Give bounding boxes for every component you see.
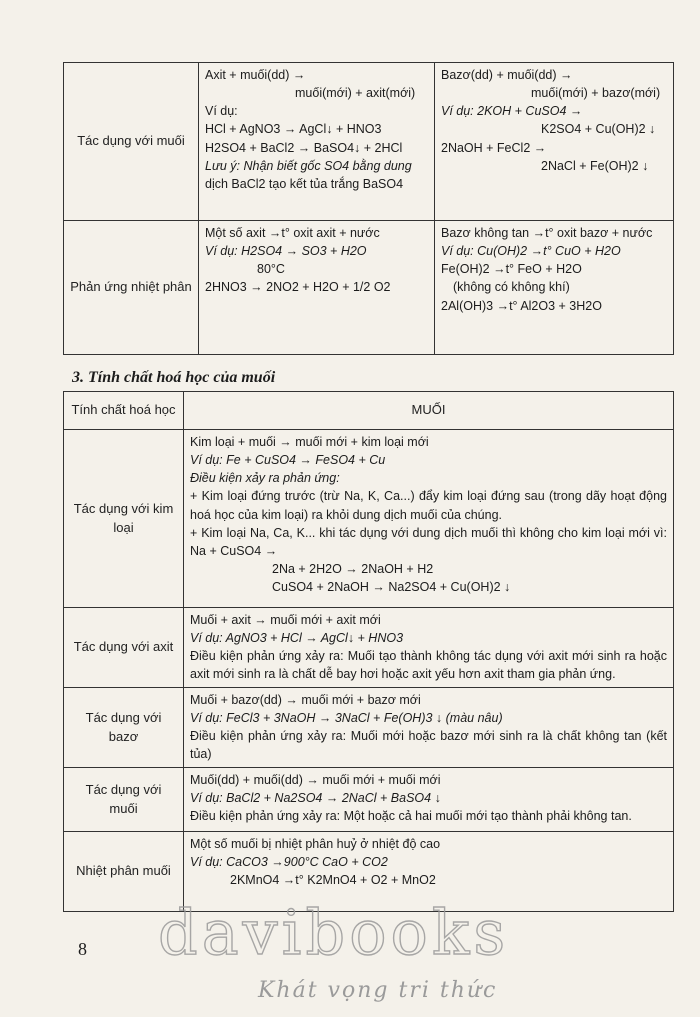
equation-line: 2KMnO4 →t° K2MnO4 + O2 + MnO2 xyxy=(230,873,436,888)
row-content xyxy=(184,688,674,768)
example-line: Ví dụ: FeCl3 + 3NaOH → 3NaCl + Fe(OH)3 ↓ (màu nâu) xyxy=(190,711,503,726)
example-line: Ví dụ: 2KOH + CuSO4 → xyxy=(441,104,583,119)
equation-line: Một số axit →t° oxit axit + nước xyxy=(205,226,380,240)
base-with-salt-cell xyxy=(435,63,674,221)
comparison-table-continued xyxy=(63,62,674,355)
equation-line: Axit + muối(dd) → xyxy=(205,68,306,82)
example-line: Ví dụ: Fe + CuSO4 → FeSO4 + Cu xyxy=(190,453,386,468)
table-header-row xyxy=(64,392,674,430)
row-label-with-base: Tác dụng với bazơ xyxy=(64,688,184,768)
equation-line: 2NaCl + Fe(OH)2 ↓ xyxy=(541,158,649,173)
example-line: Ví dụ: H2SO4 → SO3 + H2O xyxy=(205,244,367,259)
example-label: Ví dụ: xyxy=(205,104,238,119)
base-decomposition-cell xyxy=(435,221,674,355)
example-line: Ví dụ: Cu(OH)2 →t° CuO + H2O xyxy=(441,244,621,259)
table-row xyxy=(64,221,674,355)
equation-line: 2Na + 2H2O → 2NaOH + H2 xyxy=(272,561,434,576)
row-label-decomposition: Nhiệt phân muối xyxy=(64,832,184,912)
table-row xyxy=(64,608,674,688)
example-line: Ví dụ: CaCO3 →900°C CaO + CO2 xyxy=(190,855,388,870)
equation-line: Một số muối bị nhiệt phân huỷ ở nhiệt độ cao xyxy=(190,837,441,851)
equation-line: Muối + bazơ(dd) → muối mới + bazơ mới xyxy=(190,693,421,707)
watermark-slogan: Khát vọng tri thức xyxy=(258,978,498,1003)
note-line: dịch BaCl2 tạo kết tủa trắng BaSO4 xyxy=(205,176,404,191)
table-row xyxy=(64,768,674,832)
acid-with-salt-cell xyxy=(199,63,435,221)
condition-label: 80°C xyxy=(257,262,285,277)
equation-line: H2SO4 + BaCl2 → BaSO4↓ + 2HCl xyxy=(205,140,403,155)
row-content xyxy=(184,608,674,688)
section-heading: 3. Tính chất hoá học của muối xyxy=(72,369,276,386)
row-label-with-acid: Tác dụng với axit xyxy=(64,608,184,688)
example-line: Ví dụ: AgNO3 + HCl → AgCl↓ + HNO3 xyxy=(190,631,404,646)
equation-line: 2Al(OH)3 →t° Al2O3 + 3H2O xyxy=(441,298,602,313)
acid-decomposition-cell xyxy=(199,221,435,355)
condition-text: + Kim loại Na, Ca, K... khi tác dụng với dung dịch muối thì không cho kim loại mới vì: Na + CuSO4 → xyxy=(190,525,667,558)
note-line: Lưu ý: Nhận biết gốc SO4 bằng dung xyxy=(205,158,412,173)
row-label-thermal-decomposition: Phản ứng nhiệt phân xyxy=(64,221,199,355)
row-label-with-salt: Tác dụng với muối xyxy=(64,768,184,832)
condition-text: Điều kiện phản ứng xảy ra: Muối mới hoặc bazơ mới sinh ra là chất không tan (kết tủa) xyxy=(190,729,667,762)
equation-line: 2HNO3 → 2NO2 + H2O + 1/2 O2 xyxy=(205,280,391,295)
salt-properties-table xyxy=(63,391,674,912)
condition-note: (không có không khí) xyxy=(453,280,570,295)
equation-line: CuSO4 + 2NaOH → Na2SO4 + Cu(OH)2 ↓ xyxy=(272,580,511,594)
equation-line: K2SO4 + Cu(OH)2 ↓ xyxy=(541,122,656,137)
equation-line: Muối(dd) + muối(dd) → muối mới + muối mới xyxy=(190,773,441,787)
column-header-property: Tính chất hoá học xyxy=(64,392,184,430)
page-number: 8 xyxy=(78,939,87,959)
row-label-reaction-with-salt: Tác dụng với muối xyxy=(64,63,199,221)
equation-line: Kim loại + muối → muối mới + kim loại mới xyxy=(190,435,429,449)
equation-line: 2NaOH + FeCl2 → xyxy=(441,140,547,155)
equation-line: muối(mới) + bazơ(mới) xyxy=(531,86,661,101)
table-row xyxy=(64,430,674,608)
equation-line: Fe(OH)2 →t° FeO + H2O xyxy=(441,262,582,277)
equation-line: muối(mới) + axit(mới) xyxy=(295,86,416,101)
row-label-with-metal: Tác dụng với kim loại xyxy=(64,430,184,608)
condition-heading: Điều kiện xảy ra phản ứng: xyxy=(190,471,340,486)
example-line: Ví dụ: BaCl2 + Na2SO4 → 2NaCl + BaSO4 ↓ xyxy=(190,791,441,806)
equation-line: HCl + AgNO3 → AgCl↓ + HNO3 xyxy=(205,122,382,137)
row-content xyxy=(184,430,674,608)
equation-line: Bazơ(dd) + muối(dd) → xyxy=(441,68,573,82)
row-content xyxy=(184,768,674,832)
watermark-brand: davibooks xyxy=(158,896,510,969)
column-header-salt: MUỐI xyxy=(184,392,674,430)
table-row xyxy=(64,688,674,768)
condition-text: Điều kiện phản ứng xảy ra: Muối tạo thành không tác dụng với axit mới sinh ra hoặc axit mới sinh ra là chất dễ bay hơi hoặc axit yếu hơn axit tham gia phản ứng. xyxy=(190,649,667,682)
condition-text: Điều kiện phản ứng xảy ra: Một hoặc cả hai muối mới tạo thành phải không tan. xyxy=(190,809,632,824)
table-row xyxy=(64,63,674,221)
equation-line: Muối + axit → muối mới + axit mới xyxy=(190,613,381,627)
condition-text: + Kim loại đứng trước (trừ Na, K, Ca...) đẩy kim loại đứng sau (trong dãy hoạt động hoá học của kim loại) ra khỏi dung dịch muối của chúng. xyxy=(190,489,667,522)
equation-line: Bazơ không tan →t° oxit bazơ + nước xyxy=(441,226,653,240)
